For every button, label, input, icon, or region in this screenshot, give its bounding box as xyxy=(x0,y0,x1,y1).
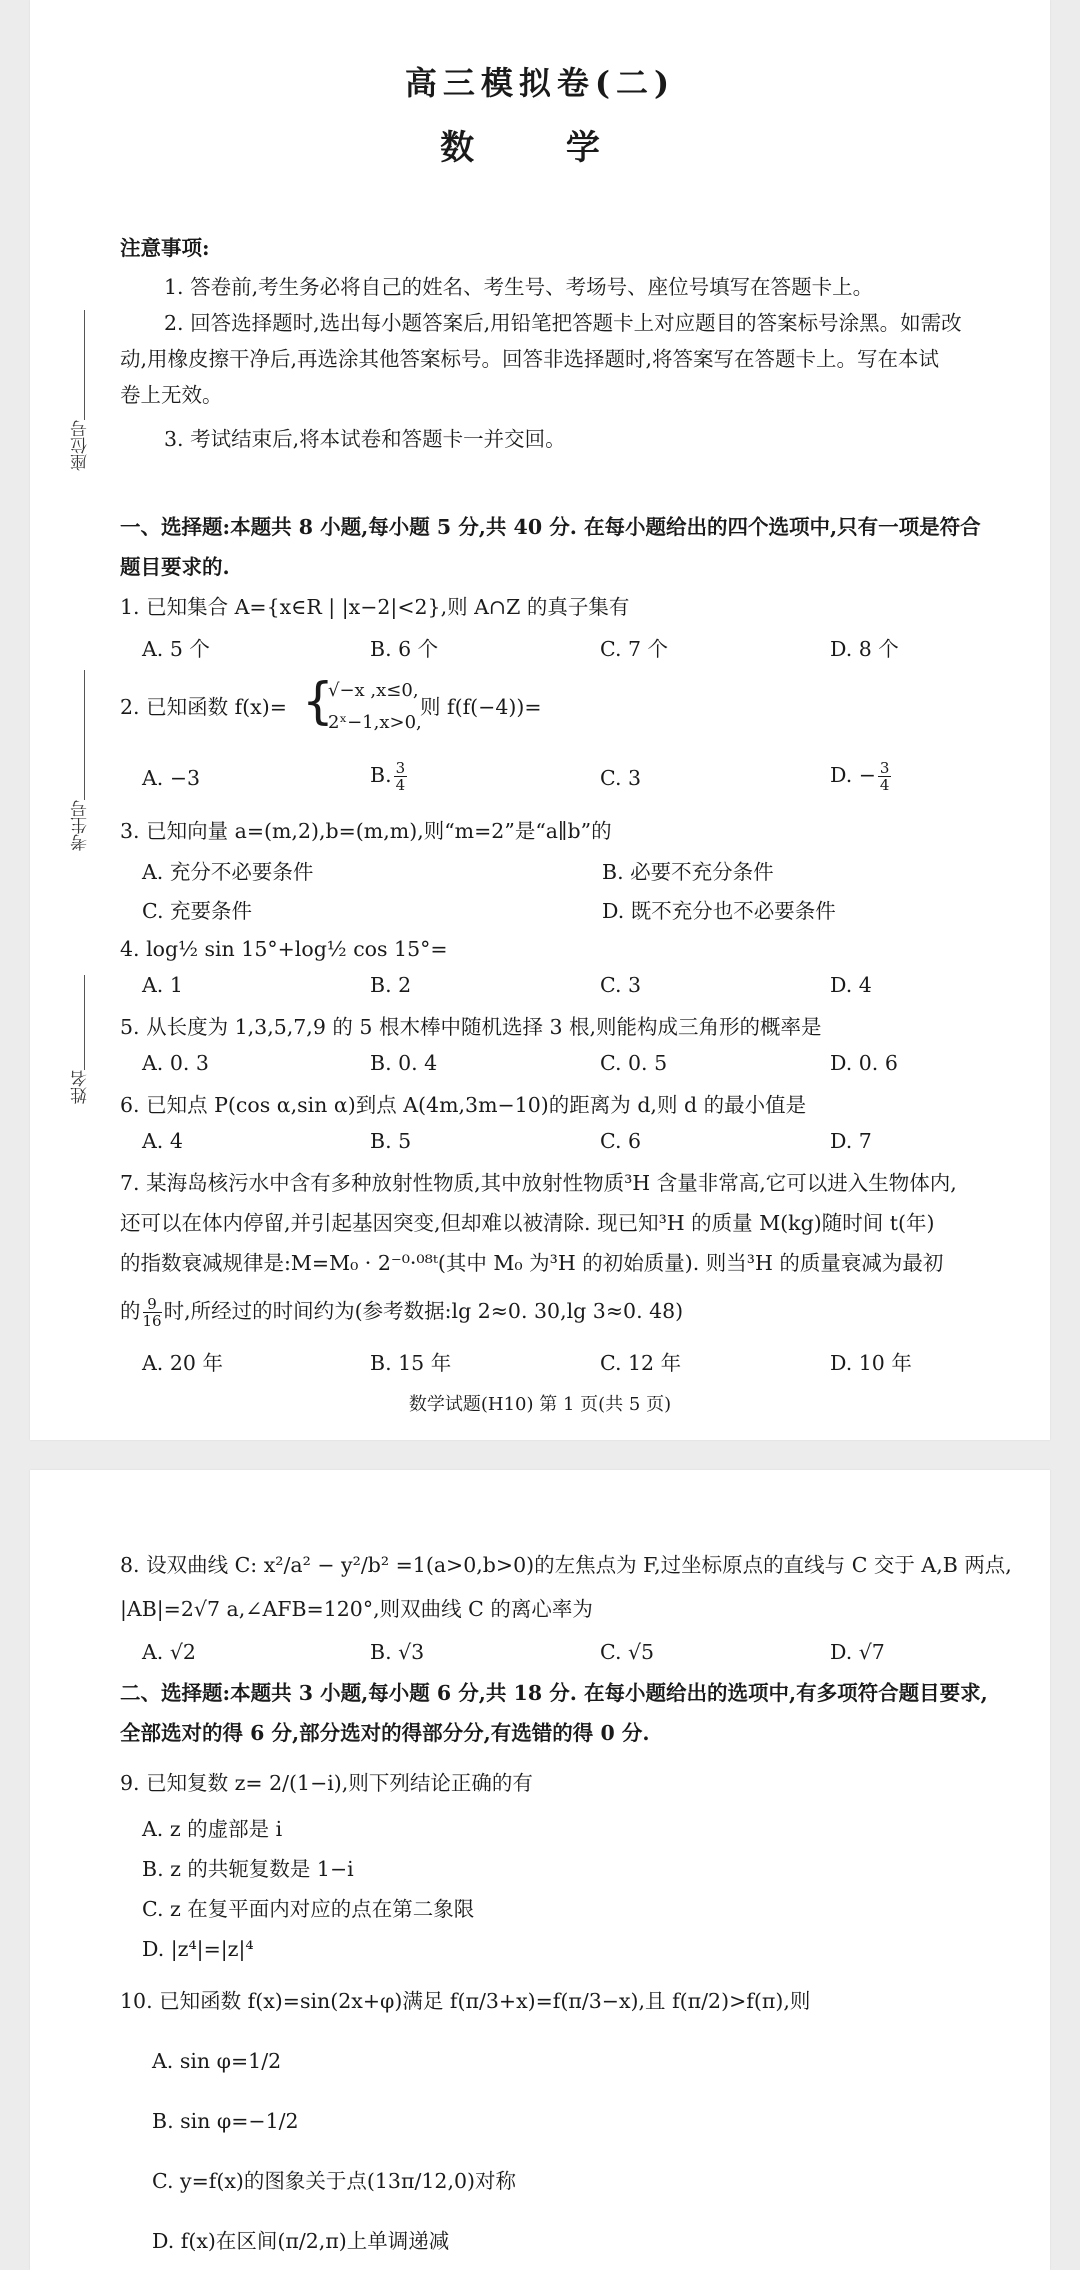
notice-item-3: 3. 考试结束后,将本试卷和答题卡一并交回。 xyxy=(164,427,566,451)
exam-no-label: 考生号 xyxy=(71,800,91,851)
q6-option-d[interactable]: D. 7 xyxy=(830,1129,872,1153)
q3-stem: 3. 已知向量 a=(m,2),b=(m,m),则“m=2”是“a∥b”的 xyxy=(120,819,612,843)
seat-label: 座位号 xyxy=(71,420,91,471)
q4-options xyxy=(142,973,1010,1003)
section2-heading: 二、选择题:本题共 3 小题,每小题 6 分,共 18 分. 在每小题给出的选项中,有多项符合题目要求, xyxy=(120,1681,988,1705)
q10-option-a[interactable]: A. sin φ=1/2 xyxy=(152,2049,282,2073)
q2-brace: { xyxy=(302,672,334,730)
q7-line-3: 的指数衰减规律是:M=M₀ · 2⁻⁰·⁰⁸ᵗ(其中 M₀ 为³H 的初始质量). 则当³H 的质量衰减为最初 xyxy=(120,1251,944,1275)
seat-line xyxy=(84,310,85,420)
q9-option-c[interactable]: C. z 在复平面内对应的点在第二象限 xyxy=(142,1897,475,1921)
q1-stem: 1. 已知集合 A={x∈R | |x−2|<2},则 A∩Z 的真子集有 xyxy=(120,595,630,619)
q1-option-d[interactable]: D. 8 个 xyxy=(830,637,899,661)
q2-d-fraction: $\frac{3}{4}$ xyxy=(879,759,890,794)
q1-option-b[interactable]: B. 6 个 xyxy=(370,637,439,661)
q8-line-2: |AB|=2√7 a,∠AFB=120°,则双曲线 C 的离心率为 xyxy=(120,1597,593,1621)
q1-option-a[interactable]: A. 5 个 xyxy=(142,637,210,661)
q7-line-4: 的 $\frac{9}{16}$ 时,所经过的时间约为(参考数据:lg 2≈0. 30,lg 3≈0. 48) xyxy=(120,1295,684,1330)
q2-options xyxy=(142,759,1010,796)
q2-case-1: √−x ,x≤0, xyxy=(328,680,419,701)
q6-option-a[interactable]: A. 4 xyxy=(142,1129,183,1153)
q5-option-b[interactable]: B. 0. 4 xyxy=(370,1051,438,1075)
q10-option-c[interactable]: C. y=f(x)的图象关于点(13π/12,0)对称 xyxy=(152,2169,516,2193)
q4-option-b[interactable]: B. 2 xyxy=(370,973,412,997)
q5-options xyxy=(142,1051,1010,1081)
q10-option-d[interactable]: D. f(x)在区间(π/2,π)上单调递减 xyxy=(152,2229,450,2253)
q10-option-b[interactable]: B. sin φ=−1/2 xyxy=(152,2109,299,2133)
q2-option-a[interactable]: A. −3 xyxy=(142,766,201,790)
exam-no-line xyxy=(84,670,85,800)
q7-option-c[interactable]: C. 12 年 xyxy=(600,1351,682,1375)
q2-case-2: 2ˣ−1,x>0, xyxy=(328,712,422,733)
q2-option-c[interactable]: C. 3 xyxy=(600,766,642,790)
q3-option-d[interactable]: D. 既不充分也不必要条件 xyxy=(602,899,836,923)
q2-stem-post: 则 f(f(−4))= xyxy=(419,695,542,719)
q2-stem-pre: 2. 已知函数 f(x)= xyxy=(120,695,287,719)
q5-stem: 5. 从长度为 1,3,5,7,9 的 5 根木棒中随机选择 3 根,则能构成三角形的概率是 xyxy=(120,1015,822,1039)
q2-option-d[interactable]: D. − $\frac{3}{4}$ xyxy=(830,759,890,794)
q6-option-b[interactable]: B. 5 xyxy=(370,1129,412,1153)
q6-option-c[interactable]: C. 6 xyxy=(600,1129,642,1153)
q4-stem: 4. log½ sin 15°+log½ cos 15°= xyxy=(120,937,448,961)
q3-options-row2 xyxy=(142,894,1010,924)
name-line xyxy=(84,975,85,1070)
notice-heading: 注意事项: xyxy=(120,236,210,260)
q8-option-c[interactable]: C. √5 xyxy=(600,1640,655,1664)
exam-title: 高三模拟卷(二) xyxy=(404,64,676,102)
q7-line-1: 7. 某海岛核污水中含有多种放射性物质,其中放射性物质³H 含量非常高,它可以进入生物体内, xyxy=(120,1171,957,1195)
notice-item-2-end: 卷上无效。 xyxy=(120,383,223,407)
q8-option-b[interactable]: B. √3 xyxy=(370,1640,425,1664)
q9-option-a[interactable]: A. z 的虚部是 i xyxy=(142,1817,283,1841)
section1-heading: 一、选择题:本题共 8 小题,每小题 5 分,共 40 分. 在每小题给出的四个选项中,只有一项是符合 xyxy=(120,515,981,539)
notice-item-1: 1. 答卷前,考生务必将自己的姓名、考生号、考场号、座位号填写在答题卡上。 xyxy=(164,275,874,299)
exam-page-1 xyxy=(30,0,1050,1440)
q7-option-b[interactable]: B. 15 年 xyxy=(370,1351,452,1375)
subject-title: 数 学 xyxy=(440,128,640,168)
page-footer: 数学试题(H10) 第 1 页(共 5 页) xyxy=(408,1394,672,1415)
q6-stem: 6. 已知点 P(cos α,sin α)到点 A(4m,3m−10)的距离为 d,则 d 的最小值是 xyxy=(120,1093,807,1117)
q7-option-a[interactable]: A. 20 年 xyxy=(142,1351,223,1375)
q8-option-d[interactable]: D. √7 xyxy=(830,1640,885,1664)
section2-heading-cont: 全部选对的得 6 分,部分选对的得部分分,有选错的得 0 分. xyxy=(120,1721,650,1745)
q6-options xyxy=(142,1129,1010,1159)
q5-option-a[interactable]: A. 0. 3 xyxy=(142,1051,209,1075)
q2-option-b[interactable]: B. $\frac{3}{4}$ xyxy=(370,759,406,794)
notice-item-2-cont: 动,用橡皮擦干净后,再选涂其他答案标号。回答非选择题时,将答案写在答题卡上。写在本试 xyxy=(120,347,940,371)
q5-option-c[interactable]: C. 0. 5 xyxy=(600,1051,668,1075)
q8-options xyxy=(142,1640,1010,1670)
q3-options-row1 xyxy=(142,855,1010,885)
notice-item-2: 2. 回答选择题时,选出每小题答案后,用铅笔把答题卡上对应题目的答案标号涂黑。如需改 xyxy=(164,311,962,335)
q1-option-c[interactable]: C. 7 个 xyxy=(600,637,669,661)
q8-line-1: 8. 设双曲线 C: x²/a² − y²/b² =1(a>0,b>0)的左焦点为 F,过坐标原点的直线与 C 交于 A,B 两点, xyxy=(120,1553,1012,1577)
q8-option-a[interactable]: A. √2 xyxy=(142,1640,196,1664)
q3-option-b[interactable]: B. 必要不充分条件 xyxy=(602,860,774,884)
exam-page-2 xyxy=(30,1470,1050,2270)
section1-heading-cont: 题目要求的. xyxy=(120,555,230,579)
q2-b-fraction: $\frac{3}{4}$ xyxy=(395,759,406,794)
q9-option-d[interactable]: D. |z⁴|=|z|⁴ xyxy=(142,1937,254,1961)
q5-option-d[interactable]: D. 0. 6 xyxy=(830,1051,898,1075)
q9-stem: 9. 已知复数 z= 2/(1−i),则下列结论正确的有 xyxy=(120,1771,533,1795)
q4-option-c[interactable]: C. 3 xyxy=(600,973,642,997)
q7-option-d[interactable]: D. 10 年 xyxy=(830,1351,912,1375)
q1-options xyxy=(142,632,1010,662)
name-label: 姓名 xyxy=(71,1070,91,1104)
q3-option-a[interactable]: A. 充分不必要条件 xyxy=(142,860,314,884)
q7-line-2: 还可以在体内停留,并引起基因突变,但却难以被清除. 现已知³H 的质量 M(kg)随时间 t(年) xyxy=(120,1211,935,1235)
q3-option-c[interactable]: C. 充要条件 xyxy=(142,899,252,923)
q4-option-d[interactable]: D. 4 xyxy=(830,973,872,997)
q4-option-a[interactable]: A. 1 xyxy=(142,973,183,997)
q7-fraction: $\frac{9}{16}$ xyxy=(142,1295,162,1330)
q9-option-b[interactable]: B. z 的共轭复数是 1−i xyxy=(142,1857,354,1881)
q7-options xyxy=(142,1346,1010,1376)
q10-stem: 10. 已知函数 f(x)=sin(2x+φ)满足 f(π/3+x)=f(π/3−x),且 f(π/2)>f(π),则 xyxy=(120,1989,811,2013)
